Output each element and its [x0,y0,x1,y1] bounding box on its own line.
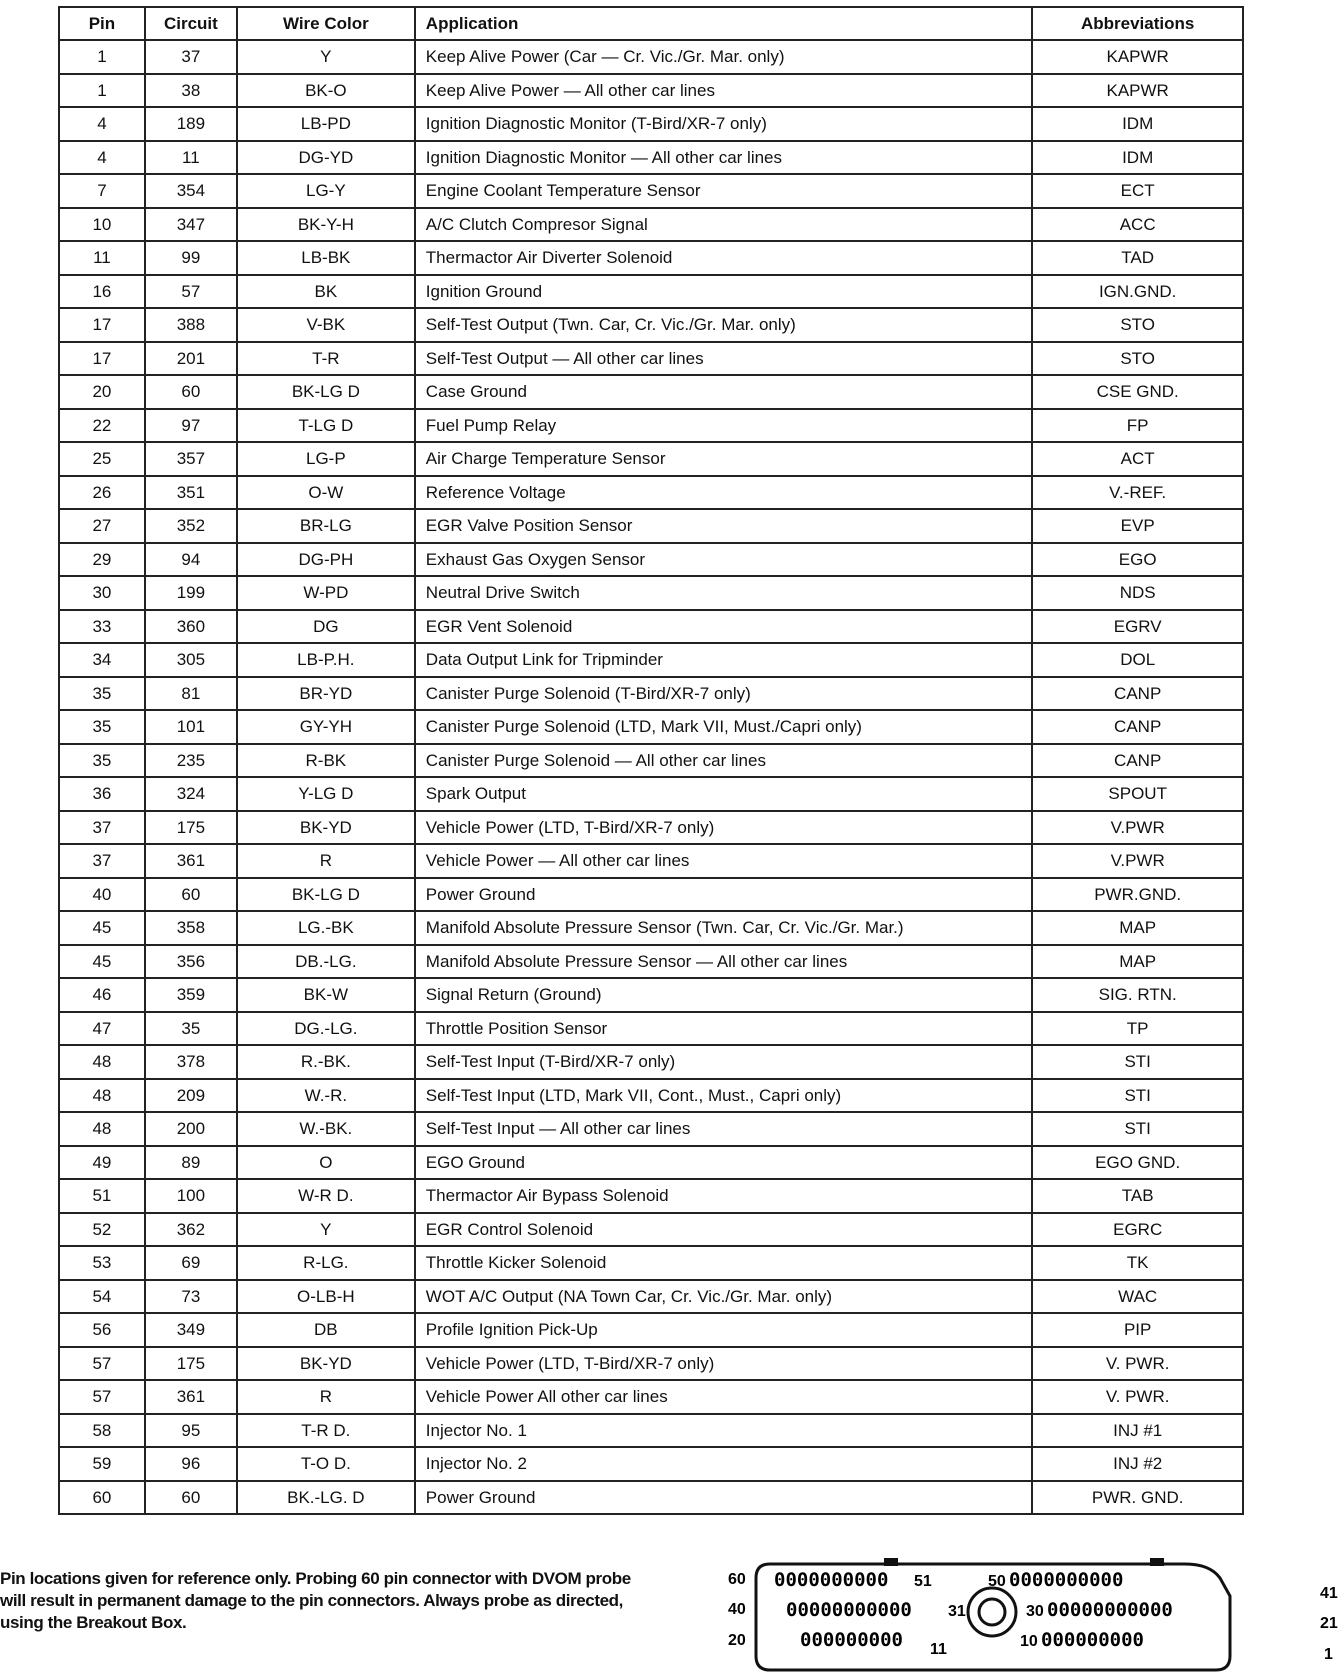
application-cell: Reference Voltage [415,476,1033,510]
pin-cell: 20 [59,375,145,409]
pin-cell: 37 [59,811,145,845]
connector-center-hole-outer [968,1588,1016,1636]
application-cell: Self-Test Input (T-Bird/XR-7 only) [415,1045,1033,1079]
pin-cell: 60 [59,1481,145,1515]
abbreviation-cell: TAD [1032,241,1243,275]
table-row [59,1146,1243,1180]
abbreviation-cell: CSE GND. [1032,375,1243,409]
application-cell: Ignition Diagnostic Monitor (T-Bird/XR-7 only) [415,107,1033,141]
pin-cell: 58 [59,1414,145,1448]
probe-warning-note [0,1568,720,1634]
connector-tab-right [1150,1558,1164,1566]
pin-cell: 17 [59,308,145,342]
table-row [59,509,1243,543]
circuit-cell: 99 [145,241,237,275]
pin-cell: 16 [59,275,145,309]
circuit-cell: 361 [145,844,237,878]
abbreviation-cell: KAPWR [1032,40,1243,74]
wire-color-cell: BK-Y-H [237,208,415,242]
wire-color-cell: DB [237,1313,415,1347]
table-row [59,275,1243,309]
wire-color-cell: T-R D. [237,1414,415,1448]
table-row [59,1213,1243,1247]
wire-color-cell: DG.-LG. [237,1012,415,1046]
circuit-cell: 95 [145,1414,237,1448]
connector-center-hole-inner [979,1599,1005,1625]
pin-cell: 45 [59,911,145,945]
application-cell: EGR Valve Position Sensor [415,509,1033,543]
application-cell: Throttle Kicker Solenoid [415,1246,1033,1280]
circuit-cell: 101 [145,710,237,744]
table-row [59,1079,1243,1113]
header-application: Application [415,7,1033,40]
abbreviation-cell: STO [1032,308,1243,342]
wire-color-cell: LG-P [237,442,415,476]
table-row [59,878,1243,912]
circuit-cell: 96 [145,1447,237,1481]
abbreviation-cell: IDM [1032,141,1243,175]
pin-cell: 56 [59,1313,145,1347]
wire-color-cell: BR-LG [237,509,415,543]
circuit-cell: 324 [145,777,237,811]
abbreviation-cell: TP [1032,1012,1243,1046]
pin-cell: 37 [59,844,145,878]
application-cell: Neutral Drive Switch [415,576,1033,610]
circuit-cell: 81 [145,677,237,711]
circuit-cell: 209 [145,1079,237,1113]
table-row [59,945,1243,979]
wire-color-cell: O [237,1146,415,1180]
wire-color-cell: DG [237,610,415,644]
pin-cell: 59 [59,1447,145,1481]
connector-pin-row: 0000000000 [774,1569,889,1591]
application-cell: Keep Alive Power — All other car lines [415,74,1033,108]
application-cell: Injector No. 2 [415,1447,1033,1481]
connector-pin-number: 11 [930,1641,947,1658]
wire-color-cell: O-LB-H [237,1280,415,1314]
wire-color-cell: O-W [237,476,415,510]
circuit-cell: 97 [145,409,237,443]
abbreviation-cell: TAB [1032,1179,1243,1213]
application-cell: Injector No. 1 [415,1414,1033,1448]
pin-cell: 49 [59,1146,145,1180]
abbreviation-cell: WAC [1032,1280,1243,1314]
application-cell: Manifold Absolute Pressure Sensor (Twn. Car, Cr. Vic./Gr. Mar.) [415,911,1033,945]
wire-color-cell: V-BK [237,308,415,342]
pin-cell: 36 [59,777,145,811]
pin-cell: 26 [59,476,145,510]
application-cell: Profile Ignition Pick-Up [415,1313,1033,1347]
application-cell: Data Output Link for Tripminder [415,643,1033,677]
pin-cell: 29 [59,543,145,577]
abbreviation-cell: CANP [1032,710,1243,744]
circuit-cell: 89 [145,1146,237,1180]
application-cell: Power Ground [415,878,1033,912]
pin-cell: 4 [59,107,145,141]
abbreviation-cell: EGO GND. [1032,1146,1243,1180]
pin-cell: 17 [59,342,145,376]
table-row [59,844,1243,878]
application-cell: Vehicle Power (LTD, T-Bird/XR-7 only) [415,1347,1033,1381]
application-cell: Manifold Absolute Pressure Sensor — All other car lines [415,945,1033,979]
pin-cell: 4 [59,141,145,175]
application-cell: Exhaust Gas Oxygen Sensor [415,543,1033,577]
header-pin: Pin [59,7,145,40]
circuit-cell: 357 [145,442,237,476]
table-row [59,241,1243,275]
application-cell: Ignition Diagnostic Monitor — All other car lines [415,141,1033,175]
wire-color-cell: W-R D. [237,1179,415,1213]
pin-cell: 47 [59,1012,145,1046]
header-wire-color: Wire Color [237,7,415,40]
application-cell: Air Charge Temperature Sensor [415,442,1033,476]
table-row [59,710,1243,744]
connector-label-left: 60 [728,1571,746,1588]
abbreviation-cell: EGO [1032,543,1243,577]
table-row [59,610,1243,644]
abbreviation-cell: STI [1032,1079,1243,1113]
connector-pin-number: 51 [914,1573,932,1590]
wire-color-cell: W-PD [237,576,415,610]
connector-pin-number: 50 [988,1573,1006,1590]
wire-color-cell: R [237,844,415,878]
pin-cell: 1 [59,74,145,108]
circuit-cell: 358 [145,911,237,945]
circuit-cell: 57 [145,275,237,309]
pin-cell: 48 [59,1045,145,1079]
pin-cell: 27 [59,509,145,543]
application-cell: Spark Output [415,777,1033,811]
abbreviation-cell: V.PWR [1032,844,1243,878]
circuit-cell: 175 [145,1347,237,1381]
wire-color-cell: GY-YH [237,710,415,744]
abbreviation-cell: IGN.GND. [1032,275,1243,309]
wire-color-cell: BK [237,275,415,309]
wire-color-cell: DG-YD [237,141,415,175]
connector-label-right: 21 [1320,1615,1338,1632]
application-cell: Vehicle Power All other car lines [415,1380,1033,1414]
table-row [59,1045,1243,1079]
application-cell: Keep Alive Power (Car — Cr. Vic./Gr. Mar. only) [415,40,1033,74]
table-row [59,1012,1243,1046]
circuit-cell: 360 [145,610,237,644]
pin-cell: 1 [59,40,145,74]
abbreviation-cell: V. PWR. [1032,1347,1243,1381]
pin-cell: 35 [59,677,145,711]
circuit-cell: 37 [145,40,237,74]
circuit-cell: 73 [145,1280,237,1314]
abbreviation-cell: EGRC [1032,1213,1243,1247]
table-row [59,476,1243,510]
pin-cell: 52 [59,1213,145,1247]
connector-label-right: 1 [1324,1646,1333,1663]
circuit-cell: 35 [145,1012,237,1046]
circuit-cell: 175 [145,811,237,845]
wire-color-cell: BK-O [237,74,415,108]
table-row [59,40,1243,74]
wire-color-cell: R-LG. [237,1246,415,1280]
pin-cell: 35 [59,710,145,744]
circuit-cell: 94 [145,543,237,577]
pin-cell: 48 [59,1079,145,1113]
wire-color-cell: BK-YD [237,1347,415,1381]
table-row [59,1246,1243,1280]
pin-cell: 10 [59,208,145,242]
table-row [59,643,1243,677]
pin-cell: 57 [59,1380,145,1414]
wire-color-cell: BK-LG D [237,878,415,912]
connector-diagram [730,1556,1344,1674]
abbreviation-cell: ACC [1032,208,1243,242]
pin-cell: 7 [59,174,145,208]
abbreviation-cell: PWR.GND. [1032,878,1243,912]
circuit-cell: 359 [145,978,237,1012]
wire-color-cell: LB-P.H. [237,643,415,677]
application-cell: Signal Return (Ground) [415,978,1033,1012]
table-body [59,40,1243,1514]
table-row [59,1347,1243,1381]
pin-cell: 30 [59,576,145,610]
table-row [59,1447,1243,1481]
table-row [59,74,1243,108]
connector-pin-row: 000000000 [800,1629,903,1651]
application-cell: Throttle Position Sensor [415,1012,1033,1046]
table-row [59,777,1243,811]
circuit-cell: 38 [145,74,237,108]
wire-color-cell: T-O D. [237,1447,415,1481]
connector-pin-row: 000000000 [1041,1629,1144,1651]
table-row [59,1313,1243,1347]
circuit-cell: 361 [145,1380,237,1414]
pin-cell: 25 [59,442,145,476]
table-row [59,1380,1243,1414]
header-abbreviations: Abbreviations [1032,7,1243,40]
application-cell: EGR Control Solenoid [415,1213,1033,1247]
circuit-cell: 200 [145,1112,237,1146]
circuit-cell: 11 [145,141,237,175]
wire-color-cell: Y [237,40,415,74]
circuit-cell: 60 [145,878,237,912]
note-line: using the Breakout Box. [0,1613,187,1632]
circuit-cell: 349 [145,1313,237,1347]
pin-cell: 11 [59,241,145,275]
abbreviation-cell: MAP [1032,945,1243,979]
application-cell: Engine Coolant Temperature Sensor [415,174,1033,208]
wire-color-cell: LG.-BK [237,911,415,945]
circuit-cell: 100 [145,1179,237,1213]
pin-cell: 35 [59,744,145,778]
header-row [59,7,1243,40]
connector-pin-number: 30 [1026,1603,1044,1620]
connector-pin-number: 10 [1020,1633,1038,1650]
table-row [59,308,1243,342]
application-cell: Thermactor Air Bypass Solenoid [415,1179,1033,1213]
pin-cell: 34 [59,643,145,677]
table-row [59,342,1243,376]
circuit-cell: 351 [145,476,237,510]
wire-color-cell: R [237,1380,415,1414]
application-cell: Canister Purge Solenoid — All other car lines [415,744,1033,778]
abbreviation-cell: NDS [1032,576,1243,610]
pin-cell: 51 [59,1179,145,1213]
abbreviation-cell: MAP [1032,911,1243,945]
circuit-cell: 378 [145,1045,237,1079]
wire-color-cell: LG-Y [237,174,415,208]
abbreviation-cell: EGRV [1032,610,1243,644]
wire-color-cell: W.-BK. [237,1112,415,1146]
abbreviation-cell: V.PWR [1032,811,1243,845]
abbreviation-cell: FP [1032,409,1243,443]
application-cell: Fuel Pump Relay [415,409,1033,443]
table-row [59,911,1243,945]
wire-color-cell: BR-YD [237,677,415,711]
note-line: will result in permanent damage to the pin connectors. Always probe as directed, [0,1591,623,1610]
wire-color-cell: T-R [237,342,415,376]
wire-color-cell: R-BK [237,744,415,778]
wire-color-cell: BK.-LG. D [237,1481,415,1515]
application-cell: Self-Test Input (LTD, Mark VII, Cont., Must., Capri only) [415,1079,1033,1113]
table-row [59,174,1243,208]
abbreviation-cell: IDM [1032,107,1243,141]
circuit-cell: 347 [145,208,237,242]
pin-cell: 54 [59,1280,145,1314]
pin-cell: 40 [59,878,145,912]
wire-color-cell: BK-LG D [237,375,415,409]
pin-cell: 22 [59,409,145,443]
connector-tab-left [884,1558,898,1566]
abbreviation-cell: STI [1032,1112,1243,1146]
application-cell: Thermactor Air Diverter Solenoid [415,241,1033,275]
application-cell: Ignition Ground [415,275,1033,309]
pin-cell: 46 [59,978,145,1012]
abbreviation-cell: CANP [1032,744,1243,778]
application-cell: Case Ground [415,375,1033,409]
circuit-cell: 201 [145,342,237,376]
table-row [59,1481,1243,1515]
pin-cell: 33 [59,610,145,644]
abbreviation-cell: V.-REF. [1032,476,1243,510]
abbreviation-cell: V. PWR. [1032,1380,1243,1414]
wire-color-cell: DB.-LG. [237,945,415,979]
wire-color-cell: T-LG D [237,409,415,443]
abbreviation-cell: CANP [1032,677,1243,711]
connector-pin-row: 0000000000 [1009,1569,1124,1591]
application-cell: Self-Test Output (Twn. Car, Cr. Vic./Gr. Mar. only) [415,308,1033,342]
pin-table [58,6,1244,1515]
circuit-cell: 69 [145,1246,237,1280]
application-cell: A/C Clutch Compresor Signal [415,208,1033,242]
abbreviation-cell: SIG. RTN. [1032,978,1243,1012]
circuit-cell: 60 [145,1481,237,1515]
wire-color-cell: DG-PH [237,543,415,577]
abbreviation-cell: EVP [1032,509,1243,543]
table-row [59,543,1243,577]
circuit-cell: 356 [145,945,237,979]
circuit-cell: 189 [145,107,237,141]
abbreviation-cell: PWR. GND. [1032,1481,1243,1515]
table-row [59,1414,1243,1448]
abbreviation-cell: TK [1032,1246,1243,1280]
abbreviation-cell: KAPWR [1032,74,1243,108]
table-row [59,141,1243,175]
circuit-cell: 305 [145,643,237,677]
wire-color-cell: BK-W [237,978,415,1012]
abbreviation-cell: PIP [1032,1313,1243,1347]
table-row [59,1179,1243,1213]
circuit-cell: 199 [145,576,237,610]
table-row [59,409,1243,443]
application-cell: Canister Purge Solenoid (LTD, Mark VII, Must./Capri only) [415,710,1033,744]
connector-pin-number: 31 [948,1603,966,1620]
abbreviation-cell: ECT [1032,174,1243,208]
table-row [59,375,1243,409]
note-line: Pin locations given for reference only. Probing 60 pin connector with DVOM probe [0,1569,631,1588]
abbreviation-cell: INJ #1 [1032,1414,1243,1448]
table-row [59,107,1243,141]
connector-pin-row: 00000000000 [786,1599,912,1621]
circuit-cell: 388 [145,308,237,342]
wire-color-cell: BK-YD [237,811,415,845]
abbreviation-cell: STO [1032,342,1243,376]
wire-color-cell: LB-PD [237,107,415,141]
header-circuit: Circuit [145,7,237,40]
circuit-cell: 60 [145,375,237,409]
application-cell: Vehicle Power (LTD, T-Bird/XR-7 only) [415,811,1033,845]
application-cell: Self-Test Output — All other car lines [415,342,1033,376]
pin-cell: 57 [59,1347,145,1381]
pin-cell: 53 [59,1246,145,1280]
table-row [59,811,1243,845]
pin-cell: 48 [59,1112,145,1146]
table-row [59,677,1243,711]
application-cell: Power Ground [415,1481,1033,1515]
wire-color-cell: W.-R. [237,1079,415,1113]
application-cell: Vehicle Power — All other car lines [415,844,1033,878]
application-cell: EGR Vent Solenoid [415,610,1033,644]
wire-color-cell: Y [237,1213,415,1247]
connector-label-left: 20 [728,1632,746,1649]
pin-cell: 45 [59,945,145,979]
application-cell: WOT A/C Output (NA Town Car, Cr. Vic./Gr. Mar. only) [415,1280,1033,1314]
table-row [59,208,1243,242]
circuit-cell: 362 [145,1213,237,1247]
table-row [59,744,1243,778]
wire-color-cell: LB-BK [237,241,415,275]
abbreviation-cell: SPOUT [1032,777,1243,811]
connector-label-left: 40 [728,1601,746,1618]
table-row [59,1112,1243,1146]
table-row [59,978,1243,1012]
connector-label-right: 41 [1320,1585,1338,1602]
application-cell: Canister Purge Solenoid (T-Bird/XR-7 only) [415,677,1033,711]
circuit-cell: 354 [145,174,237,208]
application-cell: EGO Ground [415,1146,1033,1180]
connector-pin-row: 00000000000 [1047,1599,1173,1621]
wire-color-cell: Y-LG D [237,777,415,811]
table-row [59,1280,1243,1314]
abbreviation-cell: DOL [1032,643,1243,677]
table-row [59,442,1243,476]
application-cell: Self-Test Input — All other car lines [415,1112,1033,1146]
circuit-cell: 235 [145,744,237,778]
table-row [59,576,1243,610]
circuit-cell: 352 [145,509,237,543]
abbreviation-cell: STI [1032,1045,1243,1079]
wire-color-cell: R.-BK. [237,1045,415,1079]
abbreviation-cell: ACT [1032,442,1243,476]
abbreviation-cell: INJ #2 [1032,1447,1243,1481]
